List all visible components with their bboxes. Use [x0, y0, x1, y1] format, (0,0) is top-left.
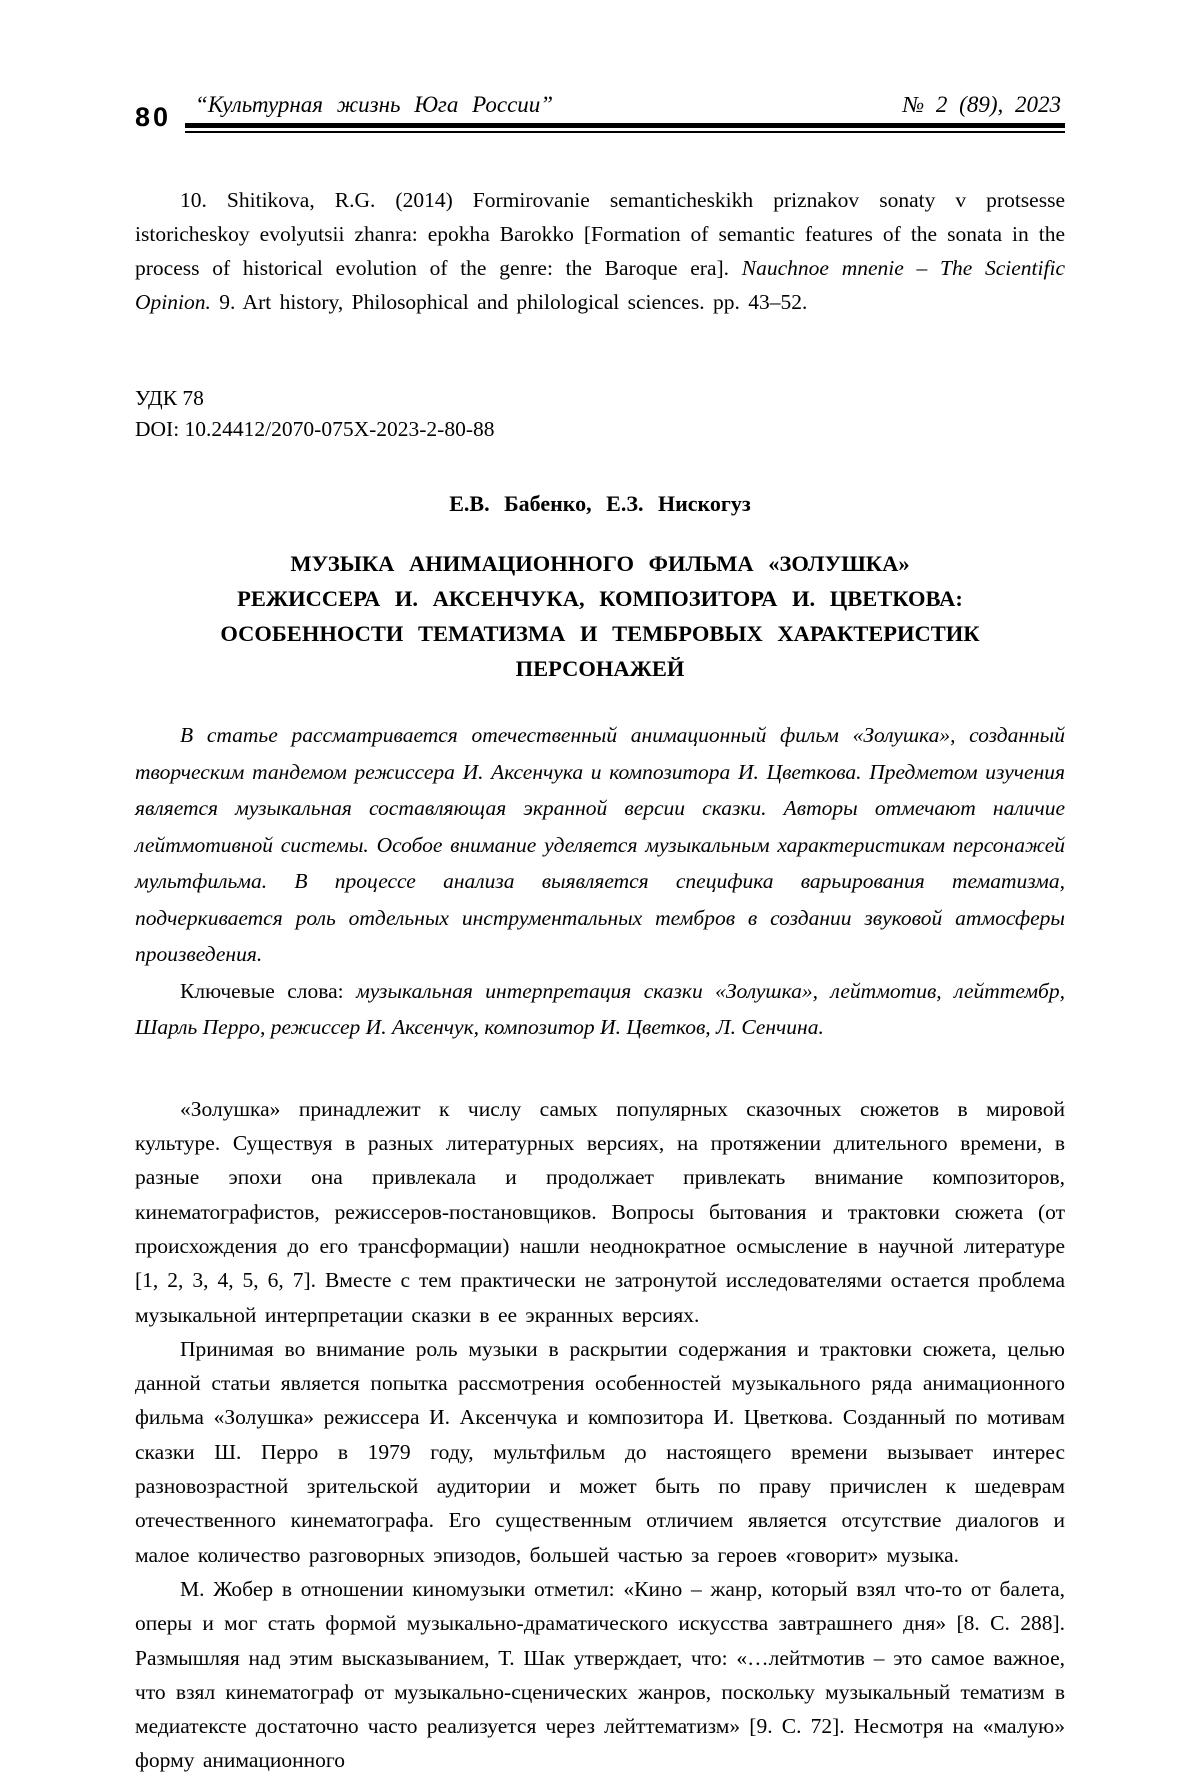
journal-title: “Культурная жизнь Юга России” — [195, 92, 554, 117]
body-paragraph: М. Жобер в отношении киномузыки отметил: «Кино – жанр, который взял что-то от балета, оперы и мог стать формой музыкально-драматического искусства завтрашнего дня» [8. С. 288]. Размышляя над этим высказыванием, Т. Шак утверждает, что: «…лейтмотив – это самое важное, что взял кинематограф от музыкально-сценических жанров, поскольку музыкальный тематизм в медиатексте достаточно часто реализуется через лейттематизм» [9. С. 72]. Несмотря на «малую» форму анимационного — [135, 1576, 1065, 1773]
article-title-line: ПЕРСОНАЖЕЙ — [515, 656, 685, 682]
reference-item — [135, 183, 1065, 319]
running-head-text — [185, 92, 1065, 123]
authors-line: Е.В. Бабенко, Е.З. Нискогуз — [449, 491, 751, 517]
abstract-block — [135, 717, 1065, 1046]
article-body — [135, 1092, 1065, 1778]
article-title-line: РЕЖИССЕРА И. АКСЕНЧУКА, КОМПОЗИТОРА И. ЦВЕТКОВА: — [237, 586, 963, 612]
keywords-label: Ключевые слова: — [180, 978, 357, 1003]
udc-code: УДК 78 — [135, 386, 204, 411]
running-head — [135, 92, 1065, 133]
keywords-line — [135, 973, 1065, 1046]
article-title-line: ОСОБЕННОСТИ ТЕМАТИЗМА И ТЕМБРОВЫХ ХАРАКТЕРИСТИК — [220, 621, 980, 647]
abstract-text: В статье рассматривается отечественный анимационный фильм «Золушка», созданный творческим тандемом режиссера И. Аксенчука и композитора И. Цветкова. Предметом изучения является музыкальная составляющая экранной версии сказки. Авторы отмечают наличие лейтмотивной системы. Особое внимание уделяется музыкальным характеристикам персонажей мультфильма. В процессе анализа выявляется специфика варьирования тематизма, подчеркивается роль отдельных инструментальных тембров в создании звуковой атмосферы произведения. — [135, 723, 1065, 967]
header-rule-thin — [185, 131, 1065, 133]
article-title — [135, 546, 1065, 686]
body-paragraph: «Золушка» принадлежит к числу самых популярных сказочных сюжетов в мировой культуре. Существуя в разных литературных версиях, на протяжении длительного времени, в разные эпохи она привлекала и продолжает привлекать внимание композиторов, кинематографистов, режиссеров-постановщиков. Вопросы бытования и трактовки сюжета (от происхождения до его трансформации) нашли неоднократное осмысление в научной литературе [1, 2, 3, 4, 5, 6, 7]. Вместе с тем практически не затронутой исследователями остается проблема музыкальной интерпретации сказки в ее экранных версиях. — [135, 1096, 1065, 1327]
body-paragraph: Принимая во внимание роль музыки в раскрытии содержания и трактовки сюжета, целью данной статьи является попытка рассмотрения особенностей музыкального ряда анимационного фильма «Золушка» режиссера И. Аксенчука и композитора И. Цветкова. Созданный по мотивам сказки Ш. Перро в 1979 году, мультфильм до настоящего времени вызывает интерес разновозрастной зрительской аудитории и может быть по праву причислен к шедеврам отечественного кинематографа. Его существенным отличием является отсутствие диалогов и малое количество разговорных эпизодов, большей частью за героев «говорит» музыка. — [135, 1336, 1065, 1567]
header-rule-thick — [185, 123, 1065, 128]
doi: DOI: 10.24412/2070-075X-2023-2-80-88 — [135, 417, 495, 442]
issue-number: № 2 (89), 2023 — [902, 92, 1061, 117]
reference-text-start: 10. Shitikova, R.G. (2014) Formirovanie semanticheskikh priznakov sonaty v protsesse istoricheskoy evolyutsii zhanra: epokha Barokko [Formation of semantic features of the sonata in the process of historical evolution of the genre: the Baroque era]. — [135, 188, 1065, 281]
page-number: 80 — [135, 102, 172, 133]
article-meta — [135, 383, 1065, 445]
reference-text-end: 9. Art history, Philosophical and philological sciences. pp. 43–52. — [210, 290, 808, 315]
keywords-content: музыкальная интерпретация сказки «Золушка», лейтмотив, лейттембр, Шарль Перро, режиссер И. Аксенчук, композитор И. Цветков, Л. Сенчина. — [135, 978, 1065, 1040]
article-title-line: МУЗЫКА АНИМАЦИОННОГО ФИЛЬМА «ЗОЛУШКА» — [290, 551, 910, 577]
reference-source-italic: Nauchnoe mnenie – The Scientific Opinion. — [135, 256, 1065, 315]
running-head-main — [185, 92, 1065, 133]
